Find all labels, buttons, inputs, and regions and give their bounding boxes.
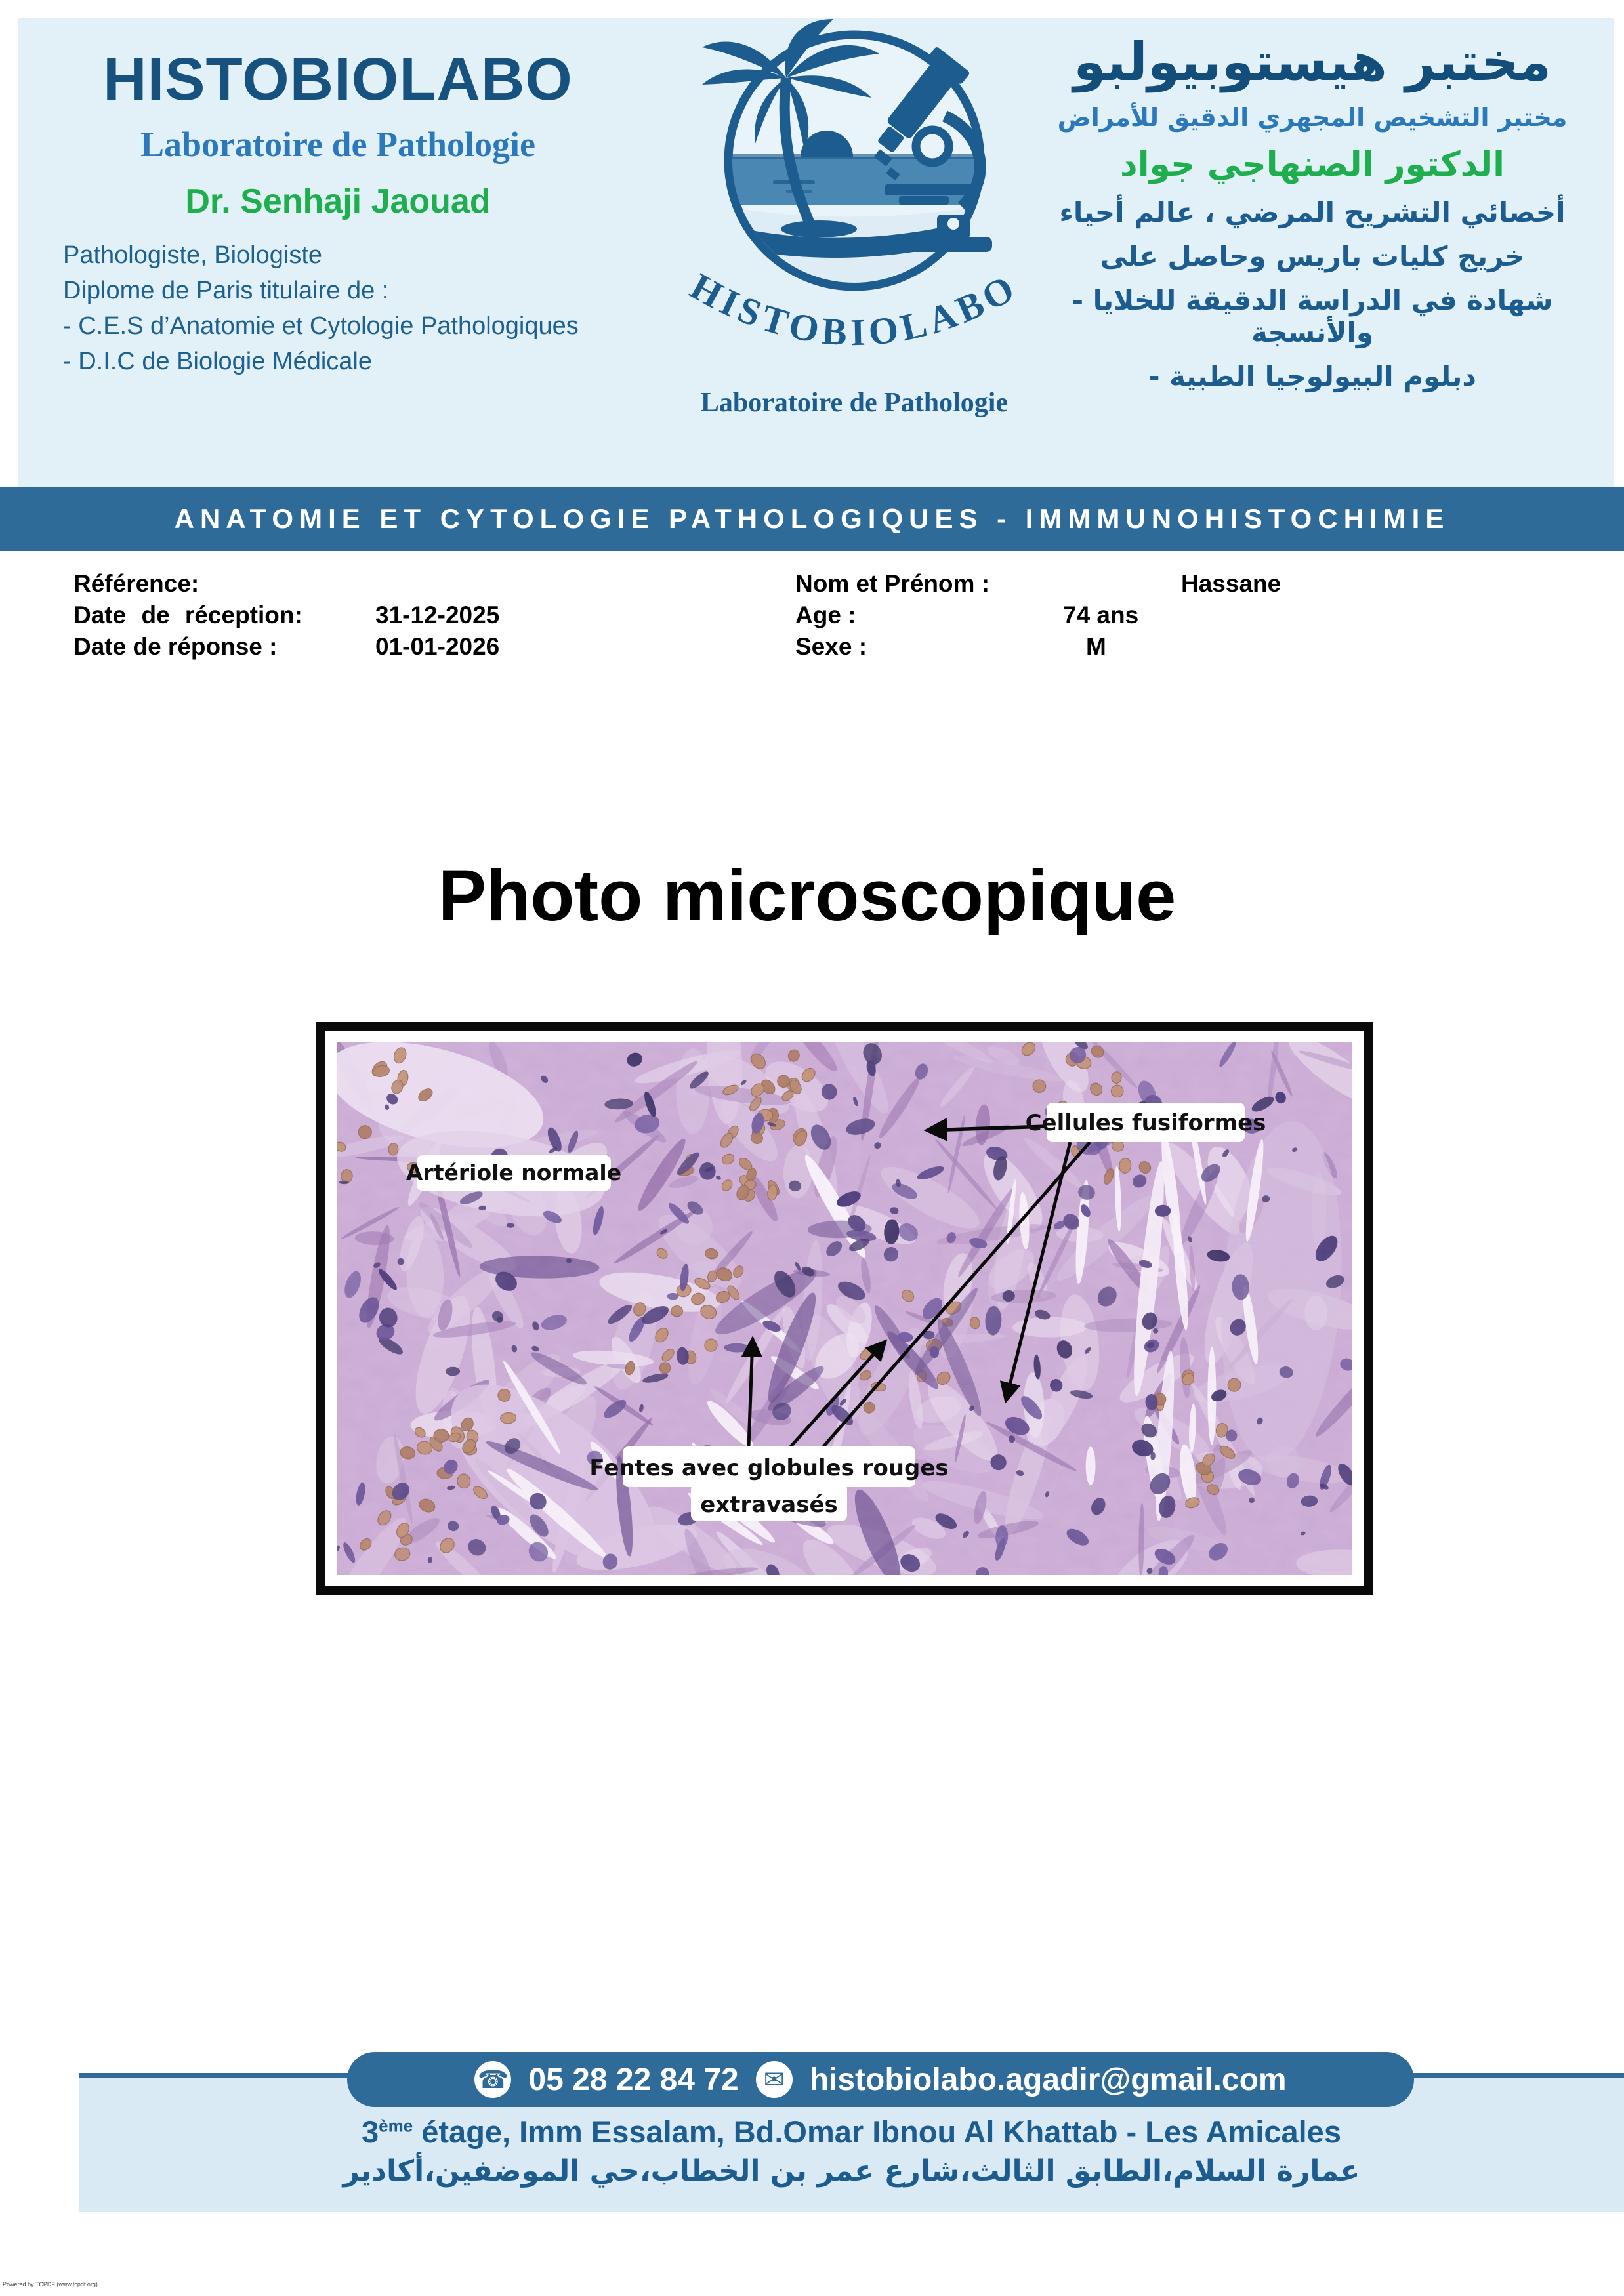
report-metadata xyxy=(73,568,499,663)
response-date-value: 01-01-2026 xyxy=(375,633,500,660)
label-fentes-line1: Fentes avec globules rouges xyxy=(589,1455,949,1481)
header-left xyxy=(26,46,650,380)
address-text: étage, Imm Essalam, Bd.Omar Ibnou Al Khattab - Les Amicales xyxy=(413,2114,1341,2149)
credential-line-arabic: أخصائي التشريح المرضي ، عالم أحياء xyxy=(1059,196,1566,228)
address-fr xyxy=(79,2114,1624,2150)
patient-age-row xyxy=(795,600,1281,631)
generator-credit: Powered by TCPDF (www.tcpdf.org) xyxy=(3,2281,98,2287)
section-title: Photo microscopique xyxy=(438,855,1176,936)
credential-line: - C.E.S d’Anatomie et Cytologie Pathologiques xyxy=(63,312,579,340)
lab-logo xyxy=(682,18,1024,424)
patient-sex-value: M xyxy=(1086,633,1106,660)
patient-age-value: 74 ans xyxy=(1063,602,1139,628)
doctor-name: Dr. Senhaji Jaouad xyxy=(185,182,491,220)
reception-date-value: 31-12-2025 xyxy=(375,602,500,628)
credential-line-arabic: - دبلوم البيولوجيا الطبية xyxy=(1148,360,1476,392)
patient-info xyxy=(795,568,1281,663)
header-right-arabic xyxy=(1024,30,1601,392)
logo-caption: Laboratoire de Pathologie xyxy=(700,388,1009,418)
response-date-row xyxy=(73,631,499,663)
credential-line: Diplome de Paris titulaire de : xyxy=(63,276,389,304)
phone-number: 05 28 22 84 72 xyxy=(528,2062,739,2097)
footer-contact-pill xyxy=(347,2052,1414,2107)
email-address: histobiolabo.agadir@gmail.com xyxy=(809,2062,1287,2097)
doctor-name-arabic: الدكتور الصنهاجي جواد xyxy=(1120,145,1505,184)
histology-photo xyxy=(337,1042,1352,1575)
label-arteriole: Artériole normale xyxy=(406,1160,622,1185)
microscopic-photo-frame xyxy=(316,1022,1373,1595)
logo-arc-text: HISTOBIOLABO xyxy=(683,264,1024,354)
reference-row xyxy=(73,568,499,600)
address-floor-sup: ème xyxy=(379,2116,413,2136)
label-fusiform: Cellules fusiformes xyxy=(1025,1110,1266,1136)
lab-name: HISTOBIOLABO xyxy=(103,46,573,113)
lab-subtitle-arabic: مختبر التشخيص المجهري الدقيق للأمراض xyxy=(1057,103,1568,132)
lab-logo-graphic xyxy=(682,18,1024,424)
patient-age-label: Age : xyxy=(795,602,856,628)
patient-name-row xyxy=(795,568,1281,600)
department-banner: ANATOMIE ET CYTOLOGIE PATHOLOGIQUES - IMMMUNOHISTOCHIMIE xyxy=(0,487,1624,551)
phone-icon: ☎ xyxy=(474,2061,511,2098)
address-ar: عمارة السلام،الطابق الثالث،شارع عمر بن الخطاب،حي الموضفين،أكادير xyxy=(343,2154,1360,2188)
lab-name-arabic: مختبر هيستوبيولبو xyxy=(1073,31,1552,92)
patient-name-value: Hassane xyxy=(1181,570,1281,597)
credential-line-arabic: - شهادة في الدراسة الدقيقة للخلايا والأنسجة xyxy=(1072,284,1553,348)
reception-date-row xyxy=(73,600,499,631)
credential-line-arabic: خريج كليات باريس وحاصل على xyxy=(1100,240,1525,272)
response-date-label: Date de réponse : xyxy=(73,633,278,660)
patient-sex-label: Sexe : xyxy=(795,633,867,660)
lab-subtitle: Laboratoire de Pathologie xyxy=(140,125,535,164)
doctor-credentials xyxy=(26,238,650,380)
label-fentes-line2: extravasés xyxy=(700,1492,838,1518)
credential-line: Pathologiste, Biologiste xyxy=(63,241,323,269)
patient-name-label: Nom et Prénom : xyxy=(795,570,990,597)
email-icon: ✉ xyxy=(756,2061,793,2098)
address-floor-number: 3 xyxy=(362,2114,379,2149)
credential-line: - D.I.C de Biologie Médicale xyxy=(63,347,372,375)
reception-date-label: Date de réception: xyxy=(73,602,302,628)
patient-sex-row xyxy=(795,631,1281,663)
reference-label: Référence: xyxy=(73,570,199,597)
header xyxy=(18,18,1614,487)
